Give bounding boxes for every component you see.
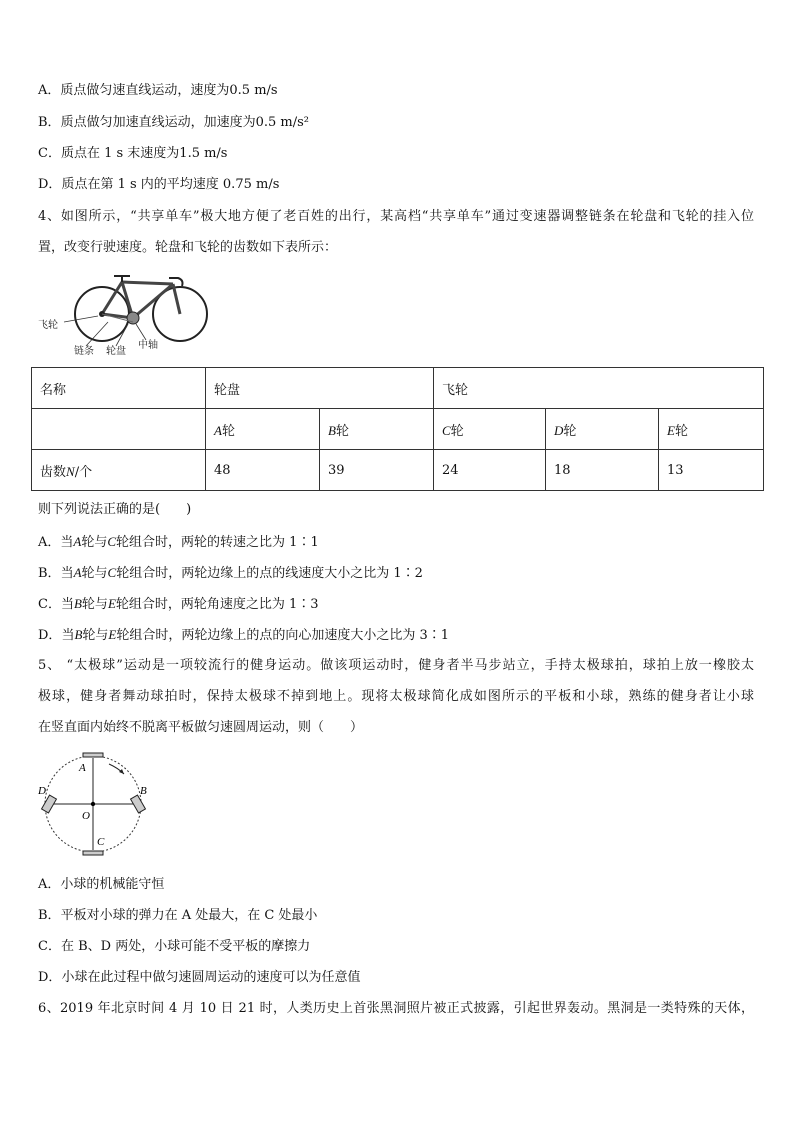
q3-option-a (38, 82, 278, 100)
table-row (32, 368, 764, 409)
wheel-suffix: 轮 (335, 423, 349, 439)
option-wheel: A (73, 534, 82, 549)
option-text: 在 B、D 两处，小球可能不受平板的摩擦力 (60, 939, 311, 954)
wheel-letter: E (667, 422, 675, 438)
option-text: 当 (61, 628, 75, 643)
label-o: O (82, 810, 90, 822)
option-text: 轮与 (81, 566, 108, 581)
header-flywheel: 飞轮 (434, 368, 764, 409)
wheel-a-cell (206, 409, 320, 450)
option-text: 小球在此过程中做匀速圆周运动的速度可以为任意值 (61, 970, 361, 985)
label-a: A (79, 762, 86, 774)
teeth-d: 18 (546, 450, 659, 491)
q5-option-b (38, 907, 317, 925)
center-point (91, 802, 95, 806)
row-label-prefix: 齿数 (40, 464, 67, 480)
option-text: 当 (60, 597, 74, 612)
q3-option-d (38, 176, 279, 194)
option-text: 质点做匀加速直线运动，加速度为0.5 m/s² (60, 115, 309, 130)
table-row (32, 450, 764, 491)
teeth-e: 13 (659, 450, 764, 491)
q5-stem-line2: 极球，健身者舞动球拍时，保持太极球不掉到地上。现将太极球简化成如图所示的平板和小球，熟练的健身者让小球 (38, 689, 754, 704)
q4-option-b (38, 564, 423, 583)
wheel-suffix: 轮 (450, 423, 464, 439)
wheel-suffix: 轮 (563, 423, 577, 439)
option-wheel: E (108, 627, 117, 642)
option-letter: A． (38, 877, 61, 892)
option-text: 当 (60, 566, 74, 581)
q4-option-c (38, 595, 319, 614)
table-cell-empty (32, 409, 206, 450)
option-wheel: E (107, 596, 116, 611)
label-d: D (38, 785, 46, 797)
row-label-suffix: /个 (74, 464, 93, 480)
label-axle: 中轴 (138, 340, 158, 351)
option-letter: C． (38, 597, 61, 612)
wheel-e-cell (659, 409, 764, 450)
label-flywheel: 飞轮 (38, 320, 58, 331)
label-chainring: 轮盘 (106, 346, 126, 357)
option-text: 质点在 1 s 末速度为1.5 m/s (60, 146, 228, 161)
option-wheel: B (73, 596, 82, 611)
q6-stem-line1: 6、2019 年北京时间 4 月 10 日 21 时，人类历史上首张黑洞照片被正式披露，引起世界轰动。黑洞是一类特殊的天体， (38, 1001, 754, 1016)
q5-stem-line3: 在竖直面内始终不脱离平板做匀速圆周运动，则（ ） (38, 720, 364, 735)
option-letter: B． (38, 908, 61, 923)
bicycle-figure (38, 266, 218, 358)
chainring (127, 312, 139, 324)
teeth-a: 48 (206, 450, 320, 491)
option-wheel: C (107, 534, 117, 549)
q4-stem-line2: 置，改变行驶速度。轮盘和飞轮的齿数如下表所示： (38, 240, 338, 255)
wheel-suffix: 轮 (674, 423, 688, 439)
row-label-var: N (66, 463, 75, 479)
label-c: C (97, 836, 105, 848)
header-chainring: 轮盘 (206, 368, 434, 409)
q5-option-c (38, 938, 310, 956)
wheel-letter: D (554, 422, 564, 438)
teeth-table (31, 367, 764, 491)
option-text: 轮组合时，两轮边缘上的点的线速度大小之比为 1∶2 (116, 566, 423, 581)
label-b: B (140, 785, 147, 797)
option-text: 轮与 (81, 535, 108, 550)
q4-stem-line1: 4、如图所示，“共享单车”极大地方便了老百姓的出行，某高档“共享单车”通过变速器调整链条在轮盘和飞轮的挂入位 (38, 209, 754, 224)
q5-stem-line1: 5、 “太极球”运动是一项较流行的健身运动。做该项运动时，健身者半马步站立，手持太极球拍，球拍上放一橡胶太 (38, 658, 754, 673)
option-text: 当 (60, 535, 74, 550)
table-row (32, 409, 764, 450)
q3-option-c (38, 145, 227, 163)
plate-a (83, 753, 103, 757)
taichi-figure (36, 750, 156, 860)
wheel-d-cell (546, 409, 659, 450)
row-label-teeth (32, 450, 206, 491)
q4-option-d (38, 626, 449, 645)
option-text: 质点做匀速直线运动，速度为0.5 m/s (60, 83, 278, 98)
q5-option-a (38, 876, 164, 894)
option-wheel: B (74, 627, 83, 642)
option-letter: D． (38, 177, 62, 192)
wheel-c-cell (434, 409, 546, 450)
plate-c (83, 851, 103, 855)
option-text: 小球的机械能守恒 (60, 877, 165, 892)
q3-option-b (38, 114, 309, 132)
wheel-letter: A (214, 422, 222, 438)
option-letter: C． (38, 146, 61, 161)
wheel-letter: B (328, 422, 336, 438)
option-text: 轮组合时，两轮角速度之比为 1∶3 (115, 597, 319, 612)
option-text: 轮组合时，两轮的转速之比为 1∶1 (116, 535, 319, 550)
q5-option-d (38, 969, 360, 987)
option-letter: A． (38, 83, 61, 98)
wheel-b-cell (320, 409, 434, 450)
option-wheel: C (107, 565, 117, 580)
wheel-letter: C (442, 422, 451, 438)
teeth-c: 24 (434, 450, 546, 491)
option-letter: D． (38, 628, 62, 643)
q4-option-a (38, 533, 319, 552)
option-letter: B． (38, 115, 61, 130)
wheel-suffix: 轮 (221, 423, 235, 439)
option-wheel: A (73, 565, 82, 580)
option-text: 轮与 (81, 597, 108, 612)
option-letter: C． (38, 939, 61, 954)
option-text: 质点在第 1 s 内的平均速度 0.75 m/s (61, 177, 280, 192)
label-chain: 链条 (74, 346, 94, 357)
option-letter: D． (38, 970, 62, 985)
option-letter: A． (38, 535, 61, 550)
option-text: 平板对小球的弹力在 A 处最大，在 C 处最小 (60, 908, 318, 923)
option-text: 轮与 (82, 628, 109, 643)
option-text: 轮组合时，两轮边缘上的点的向心加速度大小之比为 3∶1 (116, 628, 450, 643)
teeth-b: 39 (320, 450, 434, 491)
option-letter: B． (38, 566, 61, 581)
q4-question: 则下列说法正确的是( ) (38, 502, 192, 517)
header-name: 名称 (32, 368, 206, 409)
